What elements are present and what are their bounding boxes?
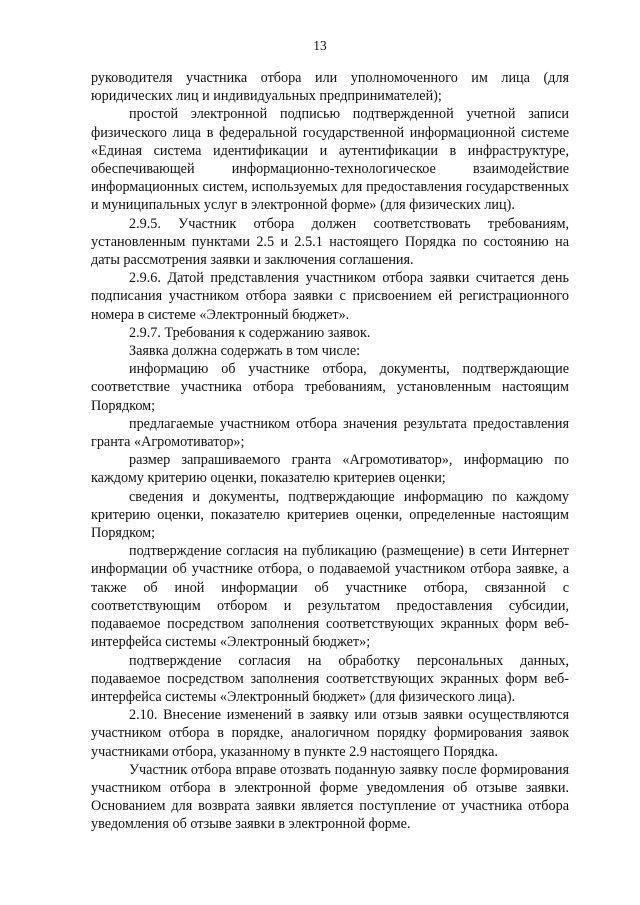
paragraph-2-9-7: 2.9.7. Требования к содержанию заявок. xyxy=(129,324,371,341)
list-item-grant-size: размер запрашиваемого гранта «Агромотиватор», информацию по каждому критерию оценки, показателю критериев оценки; xyxy=(91,452,569,487)
paragraph-continuation: руководителя участника отбора или уполномоченного им лица (для юридических лиц и индивидуальных предпринимателей); xyxy=(91,70,569,105)
paragraph-application-contents-intro: Заявка должна содержать в том числе: xyxy=(129,343,361,360)
list-item-publication-consent: подтверждение согласия на публикацию (размещение) в сети Интернет информации об участнике отбора, о подаваемой участником отбора заявке, а также об иной информации об участнике отбора, связанной с соответствующим отбором и результатом предоставления субсидии, подаваемое посредством заполнения соответствующих экранных форм веб-интерфейса системы «Электронный бюджет»; xyxy=(91,543,569,651)
list-item-participant-info: информацию об участнике отбора, документы, подтверждающие соответствие участника отбора требованиям, установленным настоящим Порядком; xyxy=(91,361,569,414)
list-item-personal-data-consent: подтверждение согласия на обработку персональных данных, подаваемое посредством заполнения соответствующих экранных форм веб-интерфейса системы «Электронный бюджет» (для физического лица). xyxy=(91,652,569,705)
list-item-supporting-documents: сведения и документы, подтверждающие информацию по каждому критерию оценки, показателю критериев оценки, определенные настоящим Порядком; xyxy=(91,488,569,542)
document-body xyxy=(91,69,569,834)
paragraph-simple-signature: простой электронной подписью подтвержденной учетной записи физического лица в федеральной государственной информационной системе «Единая система идентификации и аутентификации в инфраструктуре, обеспечивающей информационно-технологическое взаимодействие информационных систем, используемых для предоставления государственных и муниципальных услуг в электронной форме» (для физических лиц). xyxy=(91,106,569,214)
paragraph-withdrawal: Участник отбора вправе отозвать поданную заявку после формирования участником отбора в электронной форме уведомления об отзыве заявки. Основанием для возврата заявки является поступление от участника отбора уведомления об отзыве заявки в электронной форме. xyxy=(91,761,569,833)
page-number: 13 xyxy=(313,38,327,53)
paragraph-2-9-5: 2.9.5. Участник отбора должен соответствовать требованиям, установленным пунктами 2.5 и 2.5.1 настоящего Порядка по состоянию на даты рассмотрения заявки и заключения соглашения. xyxy=(91,215,569,269)
list-item-result-values: предлагаемые участником отбора значения результата предоставления гранта «Агромотиватор»; xyxy=(91,415,569,451)
paragraph-2-10: 2.10. Внесение изменений в заявку или отзыв заявки осуществляются участником отбора в порядке, аналогичном порядку формирования заявок участниками отбора, указанному в пункте 2.9 настоящего Порядка. xyxy=(91,707,569,760)
paragraph-2-9-6: 2.9.6. Датой представления участником отбора заявки считается день подписания участником отбора заявки с присвоением ей регистрационного номера в системе «Электронный бюджет». xyxy=(91,270,569,323)
